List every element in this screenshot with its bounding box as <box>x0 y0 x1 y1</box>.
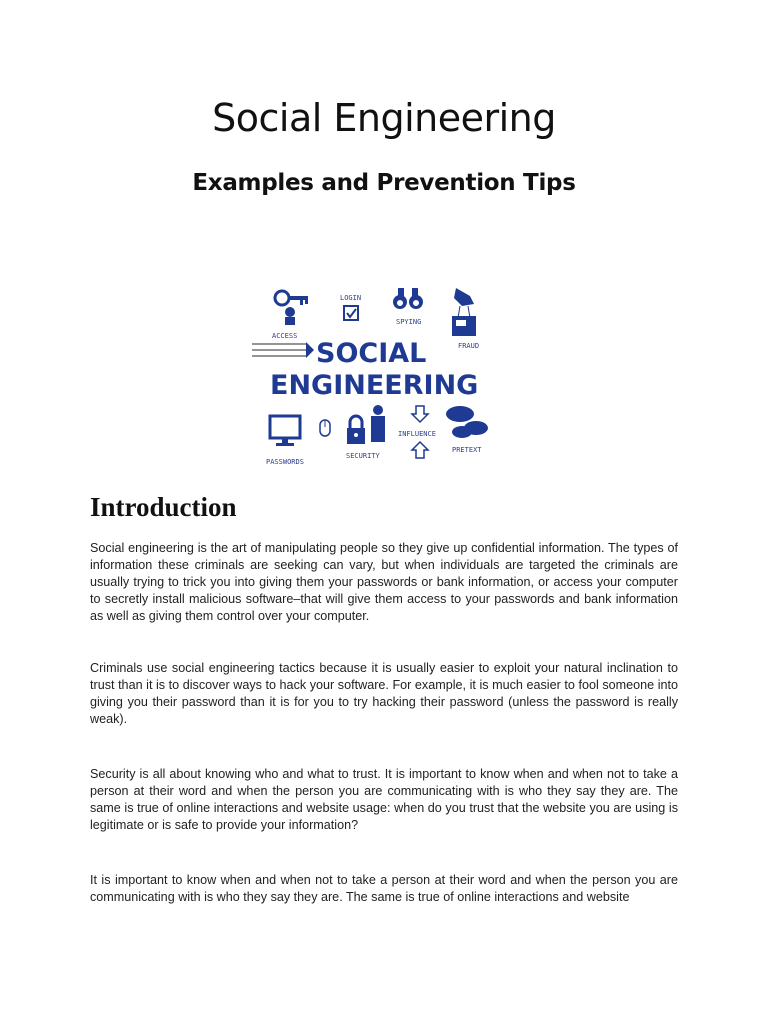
section-heading-introduction: Introduction <box>90 492 237 522</box>
label-fraud: FRAUD <box>458 342 480 350</box>
chat-bubbles-icon <box>446 406 488 438</box>
checkbox-icon <box>344 306 358 320</box>
document-title: Social Engineering <box>212 96 556 140</box>
pencils-icon <box>252 342 314 358</box>
illustration-headline-engineering: ENGINEERING <box>270 370 479 401</box>
computer-icon <box>270 416 300 446</box>
label-access: ACCESS <box>272 332 298 340</box>
paragraph-3: Security is all about knowing who and what to trust. It is important to know when and when not to take a person at their word and when the person you are communicating with is who they say they are. The same is true of online interactions and website usage: when do you trust that the website you are using is legitimate or is safe to provide your information? <box>90 767 678 832</box>
mouse-icon <box>320 420 330 436</box>
puppet-hand-icon <box>452 288 476 336</box>
label-security: SECURITY <box>346 452 380 460</box>
label-login: LOGIN <box>340 294 362 302</box>
illustration-headline-social: SOCIAL <box>316 338 427 369</box>
padlock-icon <box>347 416 365 444</box>
label-passwords: PASSWORDS <box>266 458 304 466</box>
paragraph-1: Social engineering is the art of manipulating people so they give up confidential information. The types of information these criminals are seeking can vary, but when individuals are targeted the criminals are usually trying to trick you into giving them your passwords or bank information, or access your computer to secretly install malicious software–that will give them access to your passwords and bank information as well as giving them control over your computer. <box>90 541 678 623</box>
label-influence: INFLUENCE <box>398 430 436 438</box>
social-engineering-illustration <box>248 282 488 472</box>
paragraph-4: It is important to know when and when not to take a person at their word and when the person you are communicating with is who they say they are. The same is true of online interactions and website <box>90 873 678 904</box>
binoculars-icon <box>393 288 423 309</box>
label-pretext: PRETEXT <box>452 446 482 454</box>
paragraph-2: Criminals use social engineering tactics because it is usually easier to exploit your natural inclination to trust than it is to discover ways to hack your software. For example, it is much easier to fool someone into giving you their password than it is for you to try hacking their password (unless the password is really weak). <box>90 661 678 726</box>
label-spying: SPYING <box>396 318 422 326</box>
key-icon <box>275 291 308 325</box>
person-icon <box>371 405 385 442</box>
document-subtitle: Examples and Prevention Tips <box>192 170 576 196</box>
